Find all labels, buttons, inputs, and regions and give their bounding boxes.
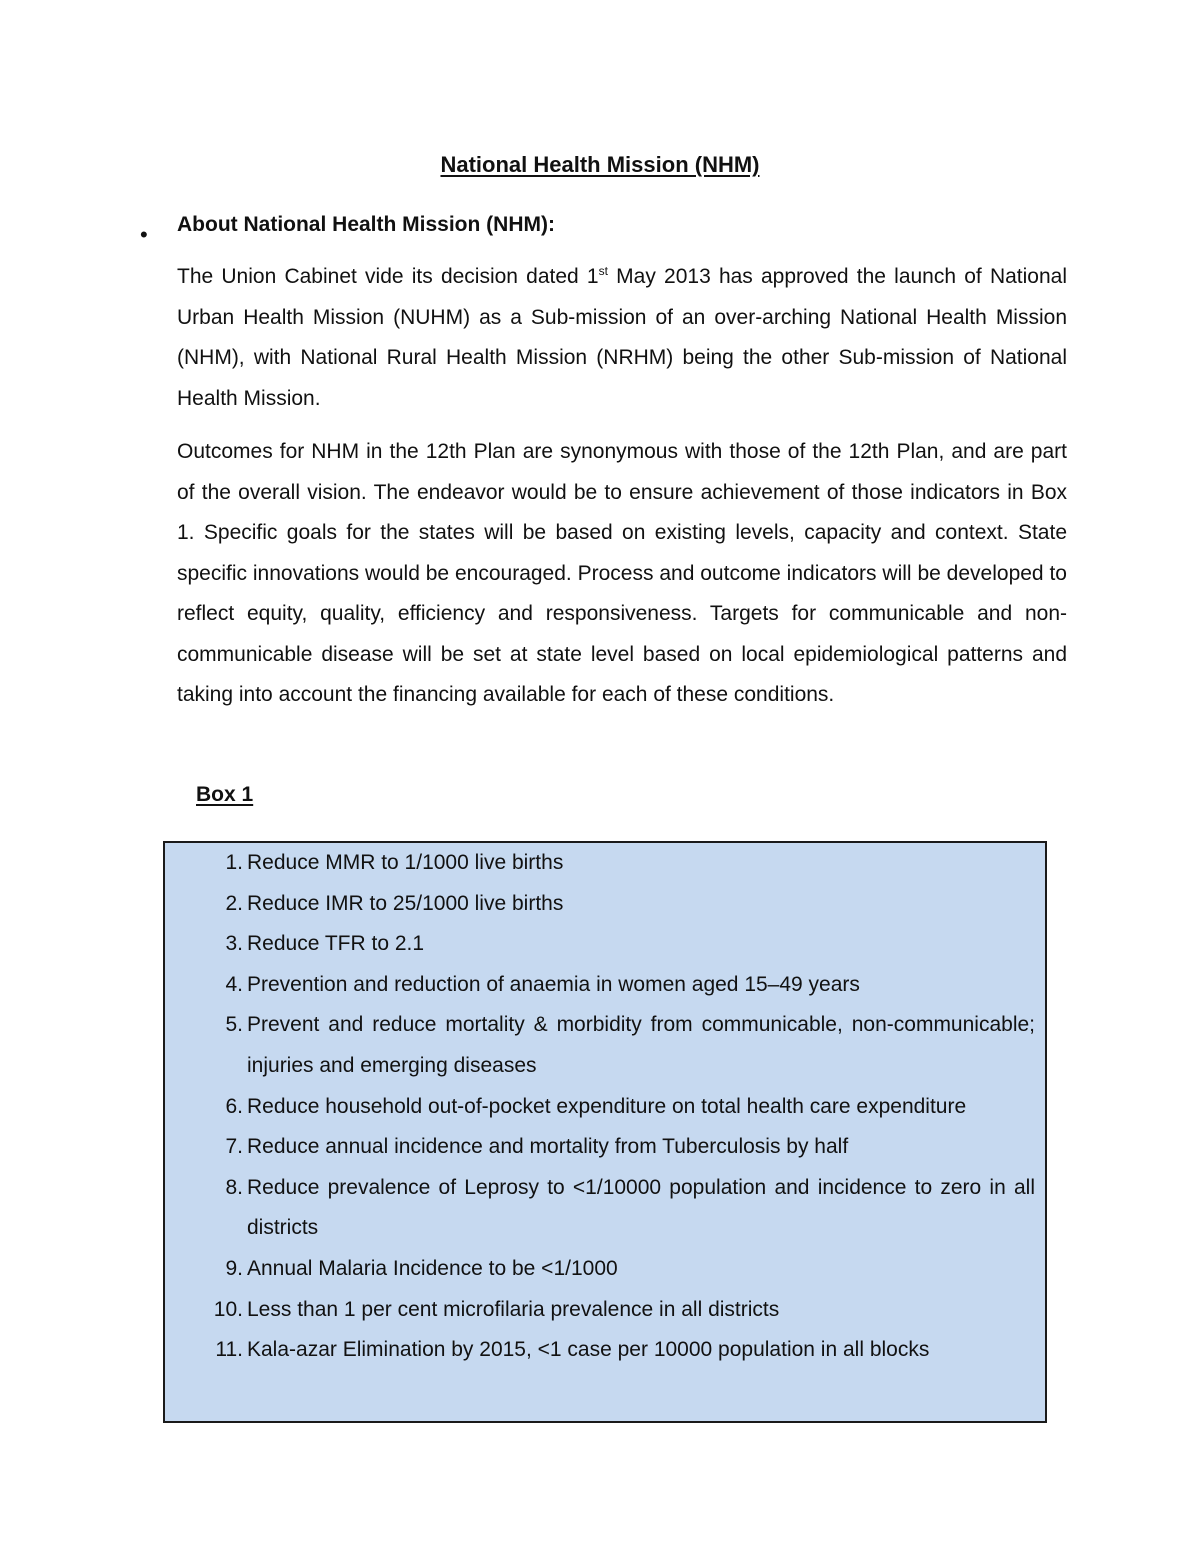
goals-box — [163, 841, 1047, 1423]
goal-item — [165, 884, 1035, 925]
goal-number: 3. — [225, 932, 243, 956]
goal-text: Less than 1 per cent microfilaria prevalence in all districts — [247, 1297, 780, 1321]
goal-number: 11. — [215, 1338, 243, 1362]
goal-number: 5. — [225, 1013, 243, 1037]
paragraph-1-text-start: The Union Cabinet vide its decision dated 1 — [177, 265, 599, 288]
goal-text: Reduce MMR to 1/1000 live births — [247, 851, 564, 874]
goal-number: 8. — [225, 1175, 243, 1199]
ordinal-superscript: st — [598, 264, 608, 278]
paragraph-nuhm-approval — [177, 257, 1067, 419]
goal-text: Reduce annual incidence and mortality from Tuberculosis by half — [247, 1135, 849, 1159]
goal-item — [165, 1330, 1035, 1371]
goal-item — [165, 1087, 1035, 1128]
section-bullet: • — [140, 222, 148, 247]
box-label: Box 1 — [196, 783, 254, 806]
goal-text: Annual Malaria Incidence to be <1/1000 — [247, 1256, 618, 1280]
goal-number: 9. — [225, 1256, 243, 1280]
goal-item — [165, 965, 1035, 1006]
goal-item — [165, 924, 1035, 965]
goal-item — [165, 1249, 1035, 1290]
section-heading: About National Health Mission (NHM): — [177, 213, 555, 236]
goal-text: Reduce household out-of-pocket expenditure on total health care expenditure — [247, 1094, 967, 1118]
goals-list — [165, 843, 1035, 1371]
goal-text: Prevent and reduce mortality & morbidity from communicable, non-communicable; injuries and emerging diseases — [247, 1013, 1035, 1077]
goal-number: 7. — [225, 1135, 243, 1159]
goal-number: 2. — [225, 891, 243, 915]
goal-text: Reduce IMR to 25/1000 live births — [247, 891, 564, 915]
goal-text: Prevention and reduction of anaemia in women aged 15–49 years — [247, 972, 860, 996]
goal-number: 6. — [225, 1094, 243, 1118]
goal-text: Reduce TFR to 2.1 — [247, 932, 425, 956]
goal-item — [165, 1127, 1035, 1168]
paragraph-outcomes: Outcomes for NHM in the 12th Plan are synonymous with those of the 12th Plan, and are part of the overall vision. The endeavor would be to ensure achievement of those indicators in Box 1. Specific goals for the states will be based on existing levels, capacity and context. State specific innovations would be encouraged. Process and outcome indicators will be developed to reflect equity, quality, efficiency and responsiveness. Targets for communicable and non-communicable disease will be set at state level based on local epidemiological patterns and taking into account the financing available for each of these conditions. — [177, 440, 1067, 706]
goal-item — [165, 843, 1035, 884]
goal-text: Reduce prevalence of Leprosy to <1/10000 population and incidence to zero in all districts — [247, 1175, 1035, 1240]
goal-number: 1. — [225, 851, 243, 874]
page-title: National Health Mission (NHM) — [440, 152, 760, 177]
goal-number: 10. — [213, 1297, 243, 1321]
goal-item — [165, 1168, 1035, 1249]
goal-item — [165, 1290, 1035, 1331]
goal-number: 4. — [225, 972, 243, 996]
goal-text: Kala-azar Elimination by 2015, <1 case per 10000 population in all blocks — [247, 1338, 930, 1362]
paragraph-1-text-end: May 2013 has approved the launch of National Urban Health Mission (NUHM) as a Sub-mission of an over-arching National Health Mission (NHM), with National Rural Health Mission (NRHM) being the other Sub-mission of National Health Mission. — [177, 265, 1067, 410]
goal-item — [165, 1005, 1035, 1086]
